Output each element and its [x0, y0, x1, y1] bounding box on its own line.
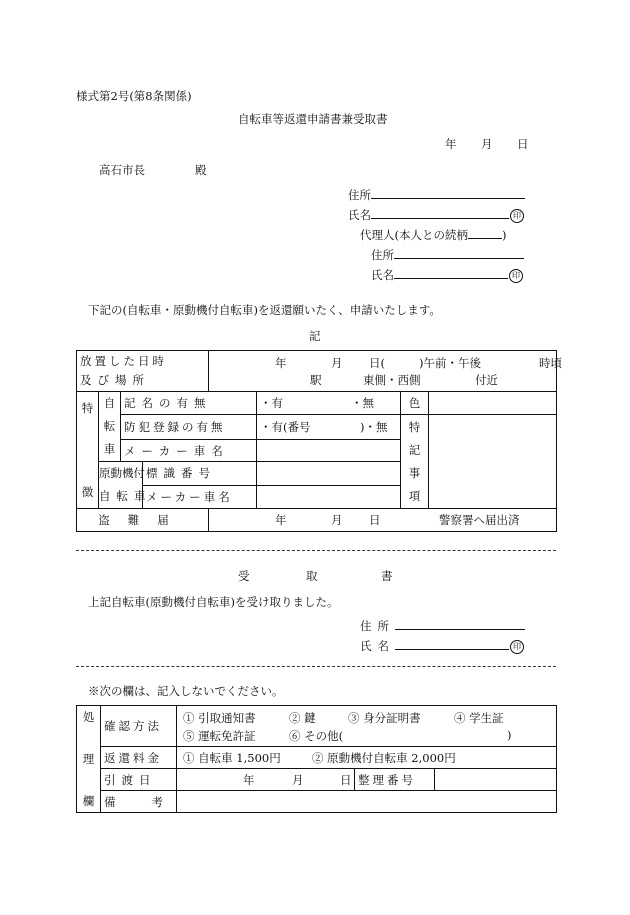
delivery-year: 年: [243, 773, 255, 787]
confirm-method-value[interactable]: [177, 706, 557, 747]
remarks-label: 備考: [101, 791, 177, 813]
confirm-option-1[interactable]: ① 引取通知書: [183, 711, 256, 725]
special-char-3: 事: [408, 465, 421, 480]
abandoned-year: 年: [275, 356, 287, 370]
office-use-note: ※次の欄は、記入しないでください。: [88, 684, 284, 698]
confirm-option-6-close: ): [507, 728, 512, 742]
fee-moped[interactable]: ② 原動機付自転車 2,000円: [312, 751, 456, 765]
agent-close: ): [502, 228, 507, 242]
applicant-name-line[interactable]: [371, 206, 509, 219]
abandoned-value[interactable]: [209, 351, 562, 392]
confirm-option-4[interactable]: ④ 学生証: [454, 711, 504, 725]
moped-label: [99, 462, 152, 509]
theft-day: 日: [369, 513, 381, 527]
special-char-2: 記: [408, 442, 421, 457]
applicant-address: [348, 186, 525, 203]
agent-name-label: 氏名: [371, 268, 394, 282]
delivery-month: 月: [292, 773, 304, 787]
receipt-title-2: 取: [306, 569, 318, 583]
delivery-date-label: 引渡日: [101, 769, 177, 791]
abandoned-label-a: 放置した日時: [80, 354, 167, 368]
bicycle-char-2: 転: [103, 419, 116, 433]
fee-bicycle[interactable]: ① 自転車 1,500円: [183, 751, 281, 765]
seal-icon: 印: [510, 209, 524, 223]
seal-icon: 印: [510, 640, 524, 654]
office-use-table: [76, 705, 557, 813]
special-char-1: 特: [408, 419, 421, 434]
theft-year: 年: [275, 513, 287, 527]
theft-month: 月: [331, 513, 343, 527]
receipt-title-3: 書: [381, 569, 393, 583]
bicycle-label: [99, 392, 121, 462]
crime-yes: ・有(番号: [260, 420, 311, 434]
agent-relation-line[interactable]: [468, 226, 502, 239]
receipt-name: [360, 637, 524, 654]
features-char-2: 徴: [81, 485, 94, 499]
features-label: [77, 392, 99, 509]
moped-maker-value[interactable]: [257, 485, 401, 509]
office-label: [77, 706, 101, 813]
moped-label-a: 原動機付: [99, 466, 145, 480]
bicycle-info-table: [76, 350, 562, 532]
confirm-option-2[interactable]: ② 鍵: [289, 711, 316, 725]
addressee-honorific: 殿: [195, 163, 207, 177]
request-text: 下記の(自転車・原動機付自転車)を返還願いたく、申請いたします。: [88, 303, 441, 317]
features-char-1: 特: [81, 401, 94, 415]
applicant-address-line[interactable]: [371, 186, 525, 199]
receipt-address-label: 住所: [360, 619, 395, 633]
moped-maker-label: メーカー車名: [143, 485, 257, 509]
registration-no: ・無: [351, 396, 374, 410]
cut-line-2: [76, 666, 556, 667]
office-char-2: 理: [82, 752, 95, 766]
agent-address-label: 住所: [371, 248, 394, 262]
plate-number-value[interactable]: [257, 462, 401, 486]
bicycle-char-1: 自: [103, 396, 116, 410]
theft-police: 警察署へ届出済: [439, 513, 520, 527]
registration-label: 記名の有無: [121, 392, 257, 415]
receipt-name-label: 氏名: [360, 639, 395, 653]
moped-label-b: 自転車: [99, 489, 152, 503]
applicant-name-label: 氏名: [348, 208, 371, 222]
abandoned-station: 駅: [310, 373, 322, 387]
agent-address: [371, 246, 524, 263]
seal-icon: 印: [509, 269, 523, 283]
color-value[interactable]: [429, 392, 557, 415]
crime-no: )・無: [360, 420, 388, 434]
color-label: 色: [401, 392, 429, 415]
confirm-option-6[interactable]: ⑥ その他(: [289, 729, 344, 743]
return-fee-value[interactable]: [177, 747, 557, 769]
agent-relation: [360, 226, 507, 243]
abandoned-label: [77, 351, 209, 392]
receipt-address-line[interactable]: [395, 617, 525, 630]
date-month: 月: [481, 137, 493, 151]
confirm-option-5[interactable]: ⑤ 運転免許証: [183, 729, 256, 743]
receipt-name-line[interactable]: [395, 637, 509, 650]
theft-report-label: 盗難届: [77, 509, 209, 532]
office-char-3: 欄: [82, 794, 95, 808]
applicant-address-label: 住所: [348, 188, 371, 202]
abandoned-time: 時頃: [539, 356, 562, 370]
agent-label: 代理人(本人との続柄: [360, 228, 468, 242]
confirm-option-3[interactable]: ③ 身分証明書: [348, 711, 421, 725]
abandoned-month: 月: [331, 356, 343, 370]
reference-number-label: 整理番号: [355, 769, 435, 791]
special-char-4: 項: [408, 488, 421, 503]
abandoned-label-b: 及び場所: [80, 373, 150, 387]
cut-line-1: [76, 550, 556, 551]
registration-value[interactable]: [257, 392, 401, 415]
delivery-day: 日: [340, 773, 352, 787]
abandoned-side: 東側・西側: [363, 373, 421, 387]
abandoned-near: 付近: [475, 373, 498, 387]
addressee-name: 高石市長: [99, 163, 145, 177]
abandoned-day: 日(: [369, 356, 385, 370]
plate-number-label: 標識番号: [143, 462, 257, 486]
bicycle-maker-label: メーカー車名: [121, 440, 257, 462]
theft-report-value[interactable]: [209, 509, 557, 532]
special-notes-label: [401, 415, 429, 509]
bicycle-maker-value[interactable]: [257, 440, 401, 462]
receipt-title-1: 受: [238, 569, 250, 583]
confirm-method-label: 確認方法: [101, 706, 177, 747]
form-title: 自転車等返還申請書兼受取書: [238, 112, 388, 126]
date-day: 日: [517, 137, 529, 151]
agent-name-line[interactable]: [394, 266, 508, 279]
form-number: 様式第2号(第8条関係): [76, 89, 192, 103]
remarks-value[interactable]: [177, 791, 557, 813]
reference-number-value[interactable]: [435, 769, 557, 791]
office-char-1: 処: [82, 710, 95, 724]
receipt-address: [360, 617, 525, 634]
abandoned-ampm: )午前・午後: [419, 356, 481, 370]
delivery-date-value[interactable]: [177, 769, 355, 791]
bicycle-char-3: 車: [103, 442, 116, 456]
agent-address-line[interactable]: [394, 246, 524, 259]
special-notes-value[interactable]: [429, 415, 557, 509]
receipt-text: 上記自転車(原動機付自転車)を受け取りました。: [88, 595, 339, 609]
registration-yes: ・有: [260, 396, 283, 410]
applicant-name: [348, 206, 524, 223]
return-fee-label: 返還料金: [101, 747, 177, 769]
crime-registration-value[interactable]: [257, 415, 401, 440]
crime-registration-label: 防犯登録の有無: [121, 415, 257, 440]
ki-label: 記: [309, 329, 321, 343]
date-year: 年: [445, 137, 457, 151]
agent-name: [371, 266, 523, 283]
